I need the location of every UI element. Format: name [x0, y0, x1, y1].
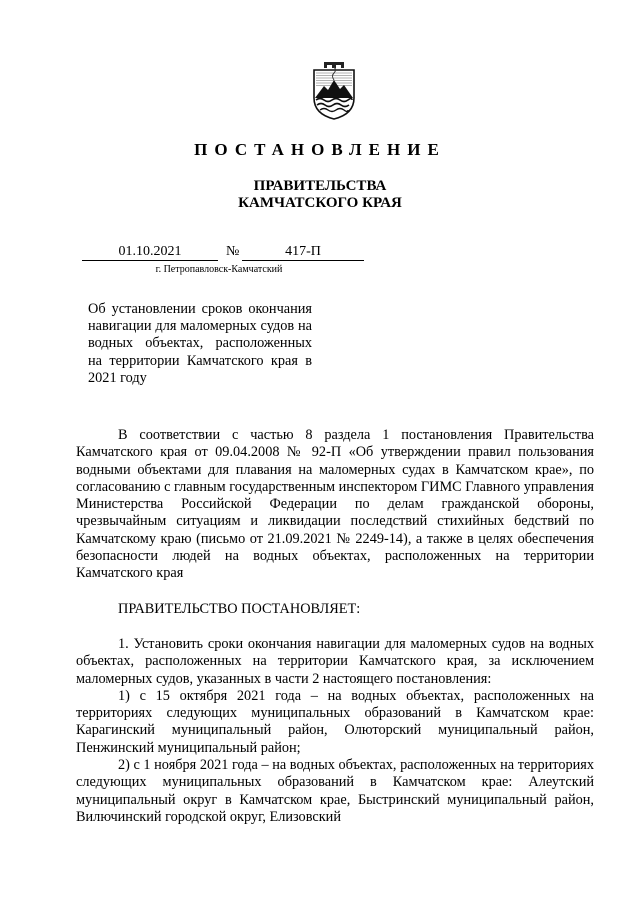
- document-date: 01.10.2021: [82, 243, 218, 261]
- document-number: 417-П: [242, 243, 364, 261]
- item-1-2-paragraph: 2) с 1 ноября 2021 года – на водных объектах, расположенных на территориях следующих муниципальных образований в Камчатском крае: Алеутский муниципальный округ в Камчатском крае, Быстринский муниципальный район, Вилючинский городской округ, Елизовский: [76, 757, 594, 825]
- issue-city: г. Петропавловск-Камчатский: [155, 264, 283, 275]
- issuing-authority: [0, 178, 640, 212]
- document-body: [76, 427, 594, 826]
- item-1-1-paragraph: 1) с 15 октября 2021 года – на водных объектах, расположенных на территориях следующих муниципальных образований в Камчатском крае: Карагинский муниципальный район, Олюторский муниципальный район, Пенжинский муниципальный район;: [76, 687, 594, 756]
- authority-line-1: ПРАВИТЕЛЬСТВА: [253, 178, 387, 194]
- preamble-paragraph: В соответствии с частью 8 раздела 1 постановления Правительства Камчатского края от 09.04.2008 № 92-П «Об утверждении правил пользования водными объектами для плавания на маломерных судах в Камчатском крае», по согласованию с главным государственным инспектором ГИМС Главного управления Министерства Российской Федерации по делам гражданской обороны, чрезвычайным ситуациям и ликвидации последствий стихийных бедствий по Камчатскому краю (письмо от 21.09.2021 № 2249-14), а также в целях обеспечения безопасности людей на водных объектах, расположенных на территории Камчатского края: [76, 427, 594, 582]
- document-subject: Об установлении сроков окончания навигации для маломерных судов на водных объектах, расположенных на территории Камчатского края в 2021 году: [88, 301, 312, 386]
- item-1-paragraph: 1. Установить сроки окончания навигации для маломерных судов на водных объектах, расположенных на территории Камчатского края, за исключением маломерных судов, указанных в части 2 настоящего постановления:: [76, 635, 594, 687]
- coat-of-arms-icon: [302, 62, 366, 120]
- authority-line-2: КАМЧАТСКОГО КРАЯ: [238, 195, 402, 211]
- document-type-title: ПОСТАНОВЛЕНИЕ: [194, 140, 446, 159]
- number-sign: №: [226, 244, 240, 259]
- decree-heading: ПРАВИТЕЛЬСТВО ПОСТАНОВЛЯЕТ:: [118, 600, 361, 617]
